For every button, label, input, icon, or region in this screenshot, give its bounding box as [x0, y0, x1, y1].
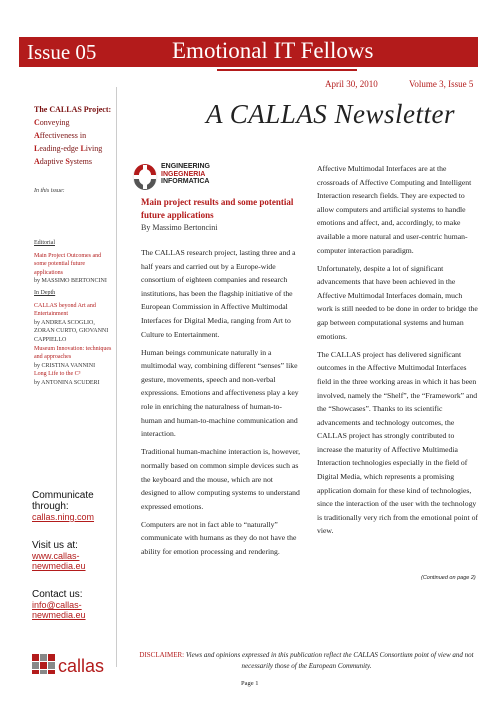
toc-section-indepth: In Depth — [34, 289, 56, 296]
disclaimer-text: Views and opinions expressed in this publication reflect the CALLAS Consortium point of view and not necessarily those of the European Community. — [185, 651, 474, 670]
disclaimer-label: DISCLAIMER: — [139, 651, 185, 659]
toc-author: by MASSIMO BERTONCINI — [34, 278, 107, 285]
visit-label: Visit us at: — [32, 540, 78, 551]
toc-author: by ANTONINA SCUDERI — [34, 379, 100, 386]
project-line: Adaptive Systems — [34, 157, 93, 166]
sidebar-divider — [116, 87, 117, 667]
paragraph: Computers are not in fact able to “naturally” communicate with humans as they do not have the ability for emotion processing and rendering. — [141, 519, 297, 556]
contact-label: Contact us: — [32, 589, 83, 600]
page-number: Page 1 — [241, 680, 259, 687]
paragraph: The CALLAS research project, lasting three and a half years and carried out by a Europe-wide consortium of eighteen companies and research institutions, has been the flagship initiative of the European Commission in Affective Multimodal Interfaces for Digital Media, ranging from Art to Culture to Entertainment. — [141, 248, 296, 339]
toc-article-link[interactable]: Museum Innovation: techniques and approaches — [34, 345, 112, 361]
masthead-title: Emotional IT Fellows — [172, 38, 374, 63]
toc-section-editorial: Editorial — [34, 240, 55, 246]
masthead-rule — [217, 69, 357, 71]
project-line: Leading-edge Living — [34, 144, 103, 153]
issue-number: Issue 05 — [27, 40, 97, 64]
disclaimer — [134, 650, 479, 672]
project-line: Conveying — [34, 118, 70, 127]
engineering-logo-text: ENGINEERING INGEGNERIA INFORMATICA — [161, 163, 211, 186]
callas-logo-icon — [32, 648, 124, 676]
project-title: The CALLAS Project: — [34, 105, 112, 114]
paragraph: Unfortunately, despite a lot of significant advancements that have been achieved in the Affective Multimodal Interfaces domain, much work is still needed to be done in order to bridge the gap between computational systems and human emotions. — [317, 263, 478, 341]
newsletter-title: A CALLAS Newsletter — [206, 99, 456, 129]
paragraph: Affective Multimodal Interfaces are at the crossroads of Affective Computing and Intelligent Interaction research fields. They are expected to allow computers and artificial systems to handle emotions and affect, and, accordingly, to make available a more natural and user-centric human-computer interaction paradigm. — [317, 164, 472, 255]
article-column-2 — [317, 162, 479, 543]
community-link[interactable]: callas.ning.com — [32, 512, 95, 522]
email-link[interactable]: info@callas-newmedia.eu — [32, 600, 86, 620]
communicate-label: Communicate through: — [32, 490, 94, 512]
paragraph: The CALLAS project has delivered significant outcomes in the Affective Multimodal Interfaces field in the three working areas in which it has been involved, namely the “Shelf”, the “Framework” and the “Showcases”. Thanks to its scientific advancements and technology outcomes, the CALLAS project has strongly contributed to increase the maturity of Affective Multimedia Interaction technologies especially in the field of Digital Media, which represents a promising application domain for these kind of technologies, since the interaction of the user with the technology is traditionally very rich from the emotional point of view. — [317, 349, 478, 536]
table-of-contents — [34, 239, 114, 388]
issue-date: April 30, 2010 — [325, 79, 378, 89]
article-column-1 — [141, 246, 301, 563]
toc-author: by CRISTINA VANNINI — [34, 362, 96, 369]
article-title: Main project results and some potential future applications — [141, 197, 294, 220]
toc-article-link[interactable]: CALLAS beyond Art and Entertainment — [34, 302, 96, 318]
project-description — [34, 103, 112, 168]
project-line: Affectiveness in — [34, 131, 87, 140]
toc-article-link[interactable]: Long Life to the C³ — [34, 371, 81, 378]
paragraph: Human beings communicate naturally in a multimodal way, combining different “senses” like gesture, movements, speech and non-verbal expressions. Emotions and affectiveness play a key role in enriching the naturalness of human-to-human and human-to-machine communication and interaction. — [141, 347, 299, 439]
continued-note: (Continued on page 2) — [421, 575, 476, 581]
contact-info — [32, 490, 114, 620]
toc-author: by ANDREA SCOGLIO, ZORAN CURTO, GIOVANNI CAPPIELLO — [34, 319, 109, 343]
paragraph: Traditional human-machine interaction is, however, normally based on common simple devices such as the keyboard and the mouse, which are not designed to allow computing systems to understand expressed emotions. — [141, 447, 301, 511]
svg-text:callas: callas — [58, 656, 105, 676]
volume-info: Volume 3, Issue 5 — [409, 79, 474, 89]
article-byline: By Massimo Bertoncini — [141, 223, 218, 232]
toc-article-link[interactable]: Main Project Outcomes and some potential future applications — [34, 252, 102, 276]
website-link[interactable]: www.callas-newmedia.eu — [32, 551, 86, 571]
in-this-issue-label: In this issue: — [34, 188, 65, 194]
